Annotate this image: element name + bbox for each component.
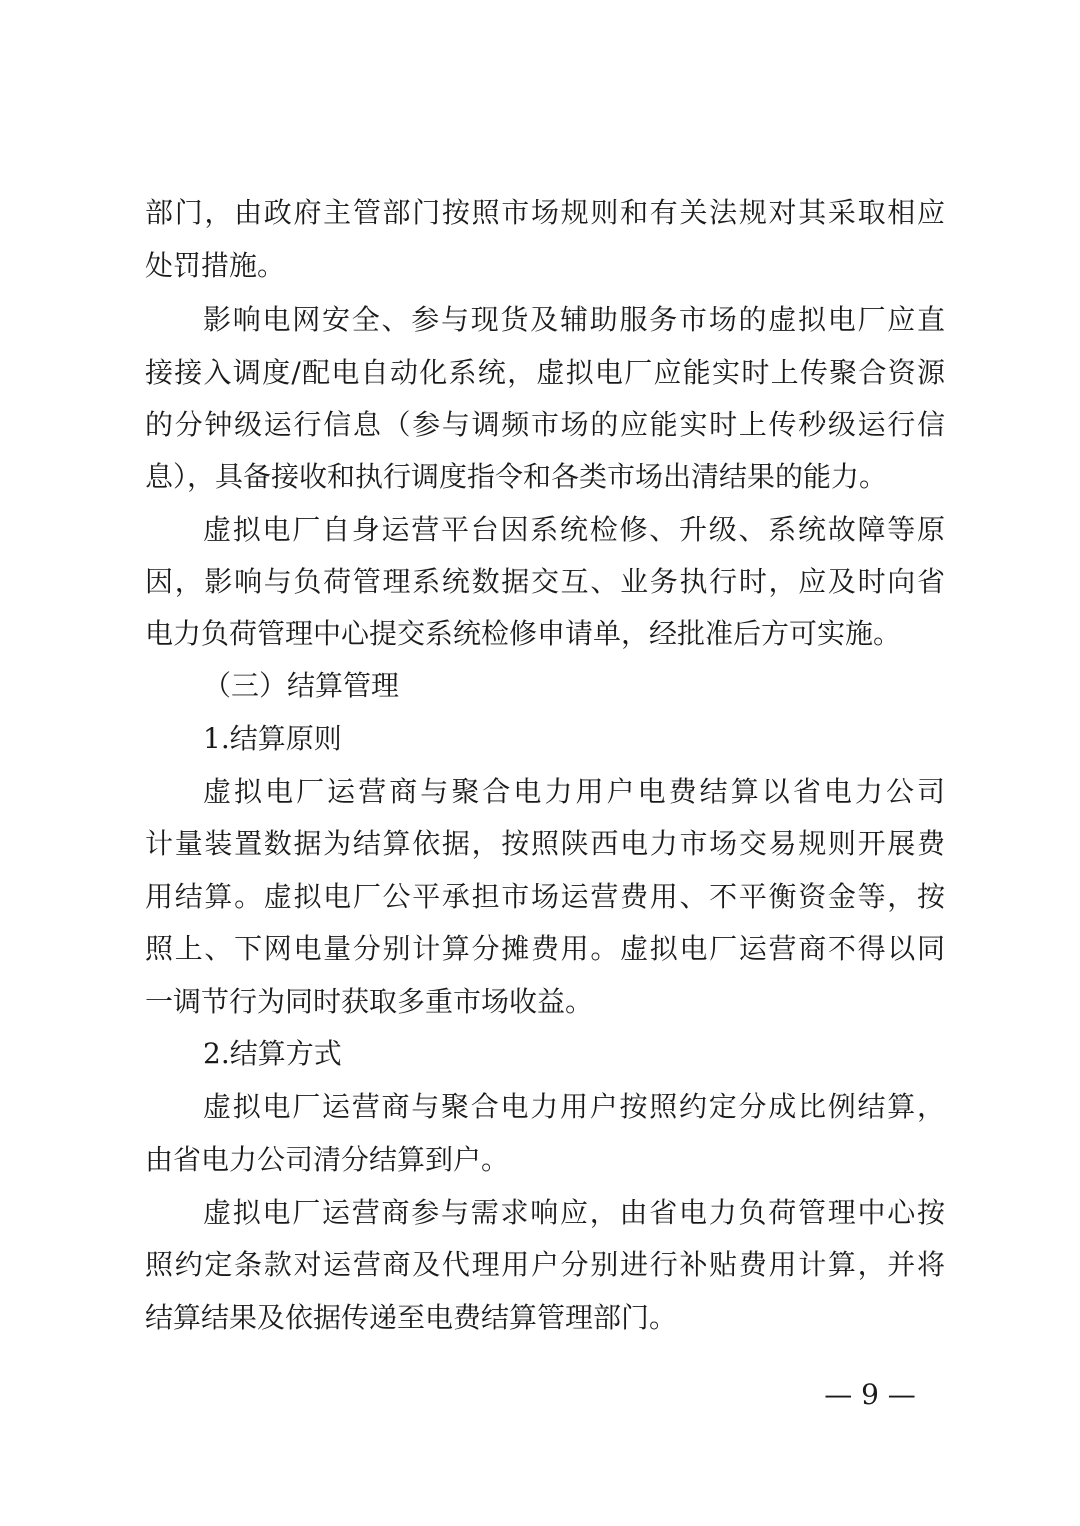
paragraph-line: 结算结果及依据传递至电费结算管理部门。 bbox=[145, 1301, 678, 1334]
paragraph-line: 虚拟电厂运营商与聚合电力用户电费结算以省电力公司 bbox=[203, 775, 945, 808]
paragraph-line: 因，影响与负荷管理系统数据交互、业务执行时，应及时向省 bbox=[145, 565, 945, 598]
subsection-heading: 1.结算原则 bbox=[203, 722, 342, 755]
page-number: — 9 — bbox=[824, 1378, 916, 1411]
paragraph-line: 虚拟电厂运营商与聚合电力用户按照约定分成比例结算， bbox=[203, 1090, 945, 1123]
paragraph-line: 由省电力公司清分结算到户。 bbox=[145, 1143, 510, 1176]
paragraph-line: 处罚措施。 bbox=[145, 249, 286, 282]
paragraph-line: 部门，由政府主管部门按照市场规则和有关法规对其采取相应 bbox=[145, 196, 945, 229]
paragraph-line: 计量装置数据为结算依据，按照陕西电力市场交易规则开展费 bbox=[145, 827, 945, 860]
paragraph-line: 照上、下网电量分别计算分摊费用。虚拟电厂运营商不得以同 bbox=[145, 932, 945, 965]
section-heading: （三）结算管理 bbox=[203, 669, 400, 702]
paragraph-line: 照约定条款对运营商及代理用户分别进行补贴费用计算，并将 bbox=[145, 1248, 945, 1281]
subsection-heading: 2.结算方式 bbox=[203, 1037, 342, 1070]
paragraph-line: 影响电网安全、参与现货及辅助服务市场的虚拟电厂应直 bbox=[203, 303, 945, 336]
paragraph-line: 虚拟电厂自身运营平台因系统检修、升级、系统故障等原 bbox=[203, 513, 945, 546]
paragraph-line: 息），具备接收和执行调度指令和各类市场出清结果的能力。 bbox=[145, 460, 888, 493]
paragraph-line: 虚拟电厂运营商参与需求响应，由省电力负荷管理中心按 bbox=[203, 1196, 945, 1229]
paragraph-line: 的分钟级运行信息（参与调频市场的应能实时上传秒级运行信 bbox=[145, 408, 945, 441]
paragraph-line: 电力负荷管理中心提交系统检修申请单，经批准后方可实施。 bbox=[145, 617, 902, 650]
paragraph-line: 用结算。虚拟电厂公平承担市场运营费用、不平衡资金等，按 bbox=[145, 880, 945, 913]
paragraph-line: 一调节行为同时获取多重市场收益。 bbox=[145, 985, 594, 1018]
paragraph-line: 接接入调度/配电自动化系统，虚拟电厂应能实时上传聚合资源 bbox=[145, 356, 945, 389]
